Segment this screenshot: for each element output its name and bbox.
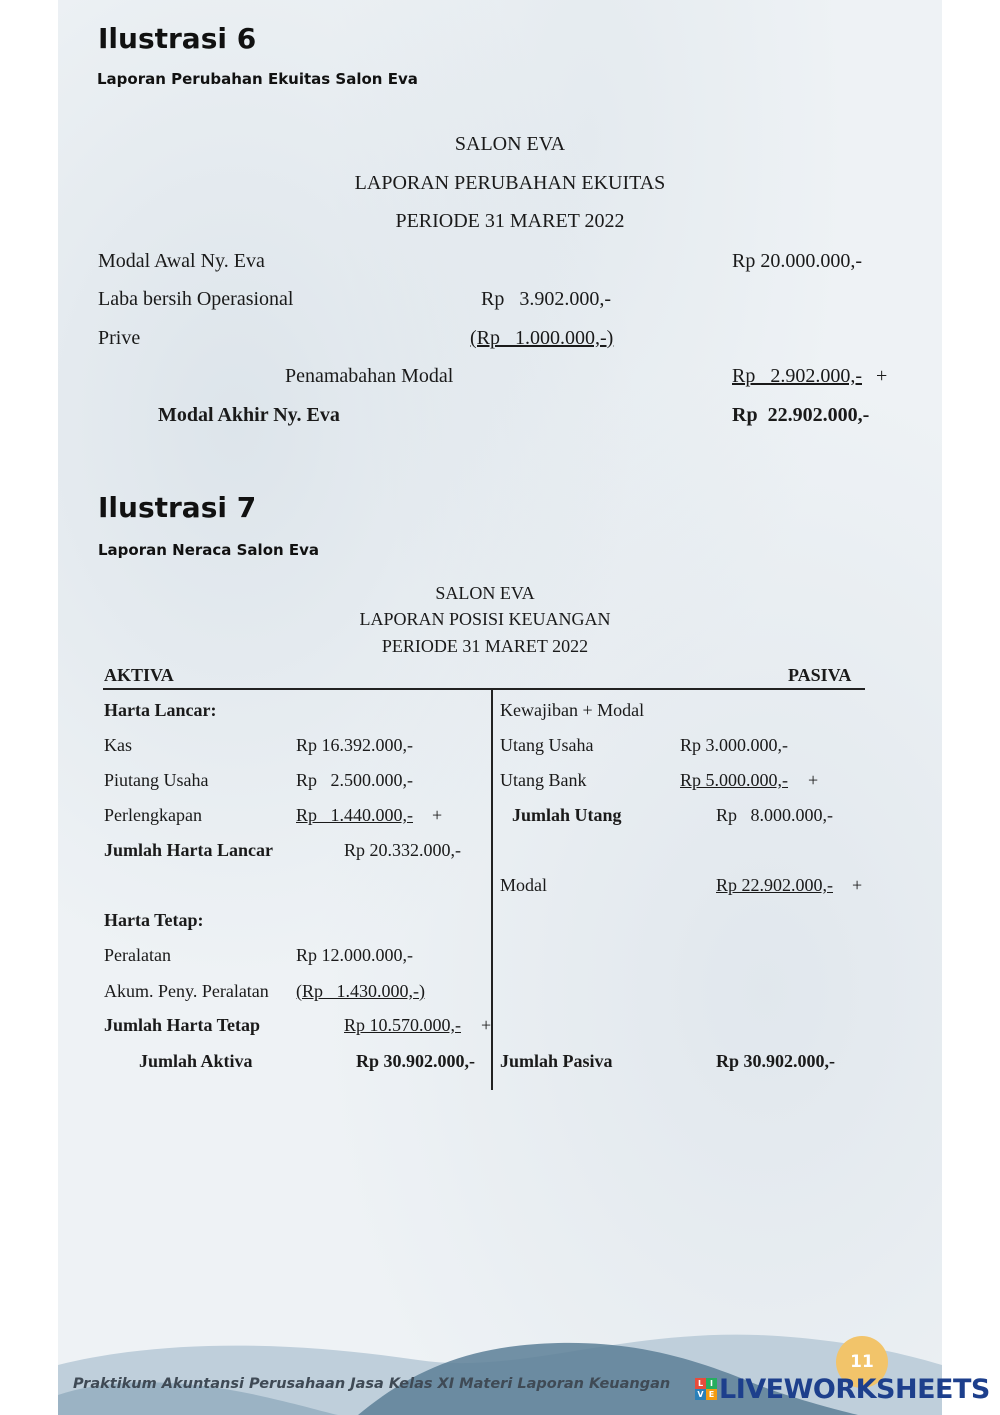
balance-title-line-2: LAPORAN POSISI KEUANGAN [359, 609, 611, 629]
equity-title-line-1: SALON EVA [454, 133, 566, 155]
modal-akhir-label: Modal Akhir Ny. Eva [158, 404, 340, 426]
kas-label: Kas [104, 735, 132, 755]
illustration-7-subheading: Laporan Neraca Salon Eva [98, 541, 320, 559]
modal-label: Modal [500, 875, 547, 895]
liveworksheets-text: LIVEWORKSHEETS [719, 1373, 990, 1405]
illustration-7-heading: Ilustrasi 7 [98, 491, 257, 524]
aktiva-header: AKTIVA [104, 665, 174, 685]
kas-value: Rp 16.392.000,- [296, 735, 413, 755]
jumlah-pasiva-value: Rp 30.902.000,- [716, 1051, 836, 1071]
perlengkapan-label: Perlengkapan [104, 805, 202, 825]
jumlah-utang-value: Rp 8.000.000,- [716, 805, 833, 825]
penambahan-modal-label: Penamabahan Modal [285, 365, 454, 387]
utang-usaha-label: Utang Usaha [500, 735, 594, 755]
balance-title-line-1: SALON EVA [435, 583, 535, 603]
jumlah-aktiva-value: Rp 30.902.000,- [356, 1051, 476, 1071]
illustration-6-heading: Ilustrasi 6 [98, 22, 257, 55]
jumlah-harta-tetap-plus: + [481, 1015, 492, 1035]
jumlah-pasiva-label: Jumlah Pasiva [500, 1051, 613, 1071]
jumlah-harta-lancar-label: Jumlah Harta Lancar [104, 840, 273, 860]
jumlah-aktiva-label: Jumlah Aktiva [139, 1051, 253, 1071]
column-divider [491, 690, 493, 1090]
prive-value: (Rp 1.000.000,-) [470, 327, 614, 349]
equity-title-line-2: LAPORAN PERUBAHAN EKUITAS [354, 172, 666, 194]
equity-title-line-3: PERIODE 31 MARET 2022 [395, 210, 625, 232]
header-divider [103, 688, 865, 690]
perlengkapan-value: Rp 1.440.000,- [296, 805, 413, 825]
modal-awal-value: Rp 20.000.000,- [732, 250, 862, 272]
jumlah-utang-label: Jumlah Utang [512, 805, 622, 825]
utang-bank-plus: + [808, 770, 819, 790]
kewajiban-modal-heading: Kewajiban + Modal [500, 700, 645, 720]
jumlah-harta-lancar-value: Rp 20.332.000,- [344, 840, 461, 860]
akum-peny-value: (Rp 1.430.000,-) [296, 981, 425, 1001]
liveworksheets-logo[interactable] [695, 1374, 990, 1404]
modal-akhir-value: Rp 22.902.000,- [732, 404, 870, 426]
penambahan-modal-plus: + [876, 365, 888, 387]
harta-lancar-heading: Harta Lancar: [104, 700, 217, 720]
modal-plus: + [852, 875, 863, 895]
utang-bank-label: Utang Bank [500, 770, 587, 790]
logo-letter-i: I [706, 1378, 717, 1389]
modal-awal-label: Modal Awal Ny. Eva [98, 250, 265, 272]
akum-peny-label: Akum. Peny. Peralatan [104, 981, 269, 1001]
footer-caption: Praktikum Akuntansi Perusahaan Jasa Kelas XI Materi Laporan Keuangan [73, 1376, 671, 1392]
utang-usaha-value: Rp 3.000.000,- [680, 735, 788, 755]
balance-title-line-3: PERIODE 31 MARET 2022 [381, 636, 589, 656]
laba-bersih-value: Rp 3.902.000,- [481, 288, 611, 310]
modal-value: Rp 22.902.000,- [716, 875, 833, 895]
prive-label: Prive [98, 327, 141, 349]
jumlah-harta-tetap-label: Jumlah Harta Tetap [104, 1015, 261, 1035]
logo-letter-e: E [706, 1389, 717, 1400]
penambahan-modal-value: Rp 2.902.000,- [732, 365, 862, 387]
jumlah-harta-tetap-value: Rp 10.570.000,- [344, 1015, 461, 1035]
laba-bersih-label: Laba bersih Operasional [98, 288, 294, 310]
liveworksheets-icon [695, 1378, 717, 1400]
piutang-usaha-value: Rp 2.500.000,- [296, 770, 413, 790]
piutang-usaha-label: Piutang Usaha [104, 770, 209, 790]
peralatan-label: Peralatan [104, 945, 171, 965]
pasiva-header: PASIVA [788, 665, 852, 685]
utang-bank-value: Rp 5.000.000,- [680, 770, 788, 790]
peralatan-value: Rp 12.000.000,- [296, 945, 413, 965]
illustration-6-subheading: Laporan Perubahan Ekuitas Salon Eva [97, 70, 418, 88]
perlengkapan-plus: + [432, 805, 443, 825]
logo-letter-v: V [695, 1389, 706, 1400]
harta-tetap-heading: Harta Tetap: [104, 910, 204, 930]
page-number-badge: 11 [836, 1336, 888, 1388]
logo-letter-l: L [695, 1378, 706, 1389]
